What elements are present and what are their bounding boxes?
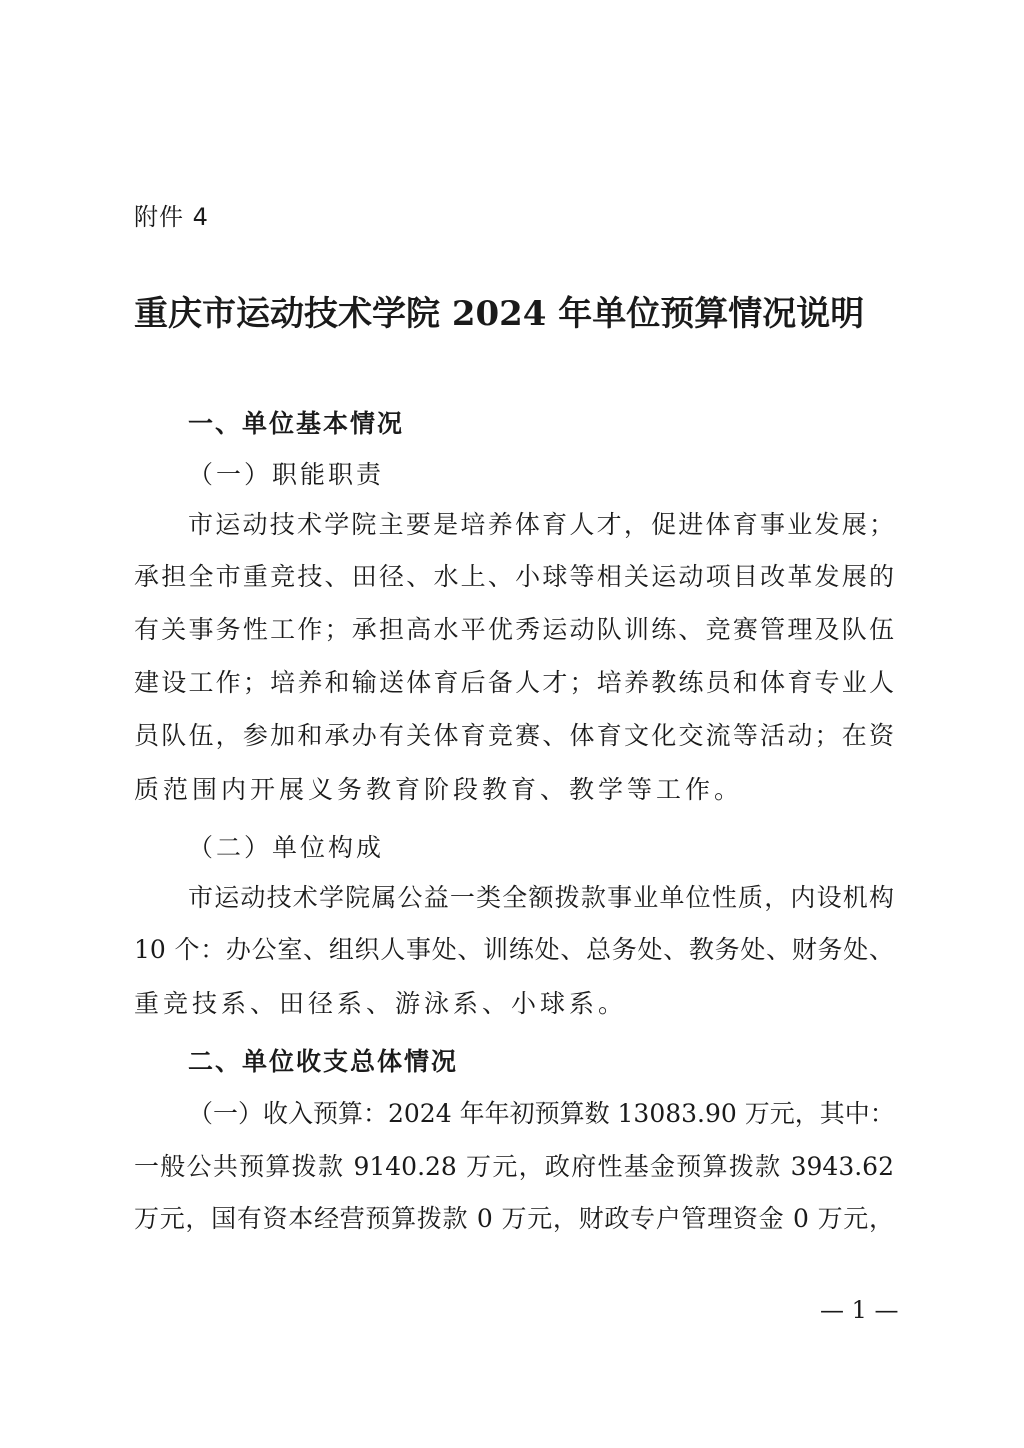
subsection-heading-1-1: （一）职能职责 <box>188 460 385 489</box>
section-heading-2: 二、单位收支总体情况 <box>188 1047 459 1076</box>
page-number: — 1 — <box>820 1296 899 1324</box>
paragraph-line: 市运动技术学院主要是培养体育人才，促进体育事业发展； <box>188 510 894 539</box>
paragraph-line: 10 个：办公室、组织人事处、训练处、总务处、教务处、财务处、 <box>134 935 894 964</box>
section-heading-1: 一、单位基本情况 <box>188 409 405 438</box>
paragraph-line: 市运动技术学院属公益一类全额拨款事业单位性质，内设机构 <box>188 883 894 912</box>
paragraph-line: 万元，国有资本经营预算拨款 0 万元，财政专户管理资金 0 万元， <box>134 1204 894 1233</box>
subsection-heading-1-2: （二）单位构成 <box>188 833 385 862</box>
paragraph-line: 承担全市重竞技、田径、水上、小球等相关运动项目改革发展的 <box>134 562 894 591</box>
document-title: 重庆市运动技术学院 2024 年单位预算情况说明 <box>134 294 865 334</box>
paragraph-line: 建设工作；培养和输送体育后备人才；培养教练员和体育专业人 <box>134 668 894 697</box>
paragraph-line: 员队伍，参加和承办有关体育竞赛、体育文化交流等活动；在资 <box>134 721 894 750</box>
paragraph-line: （一）收入预算：2024 年年初预算数 13083.90 万元，其中： <box>188 1099 895 1128</box>
attachment-label: 附件 4 <box>134 203 209 231</box>
paragraph-line: 一般公共预算拨款 9140.28 万元，政府性基金预算拨款 3943.62 <box>134 1152 894 1181</box>
paragraph-line: 有关事务性工作；承担高水平优秀运动队训练、竞赛管理及队伍 <box>134 615 894 644</box>
paragraph-line: 质范围内开展义务教育阶段教育、教学等工作。 <box>134 775 744 804</box>
paragraph-line: 重竞技系、田径系、游泳系、小球系。 <box>134 989 628 1018</box>
